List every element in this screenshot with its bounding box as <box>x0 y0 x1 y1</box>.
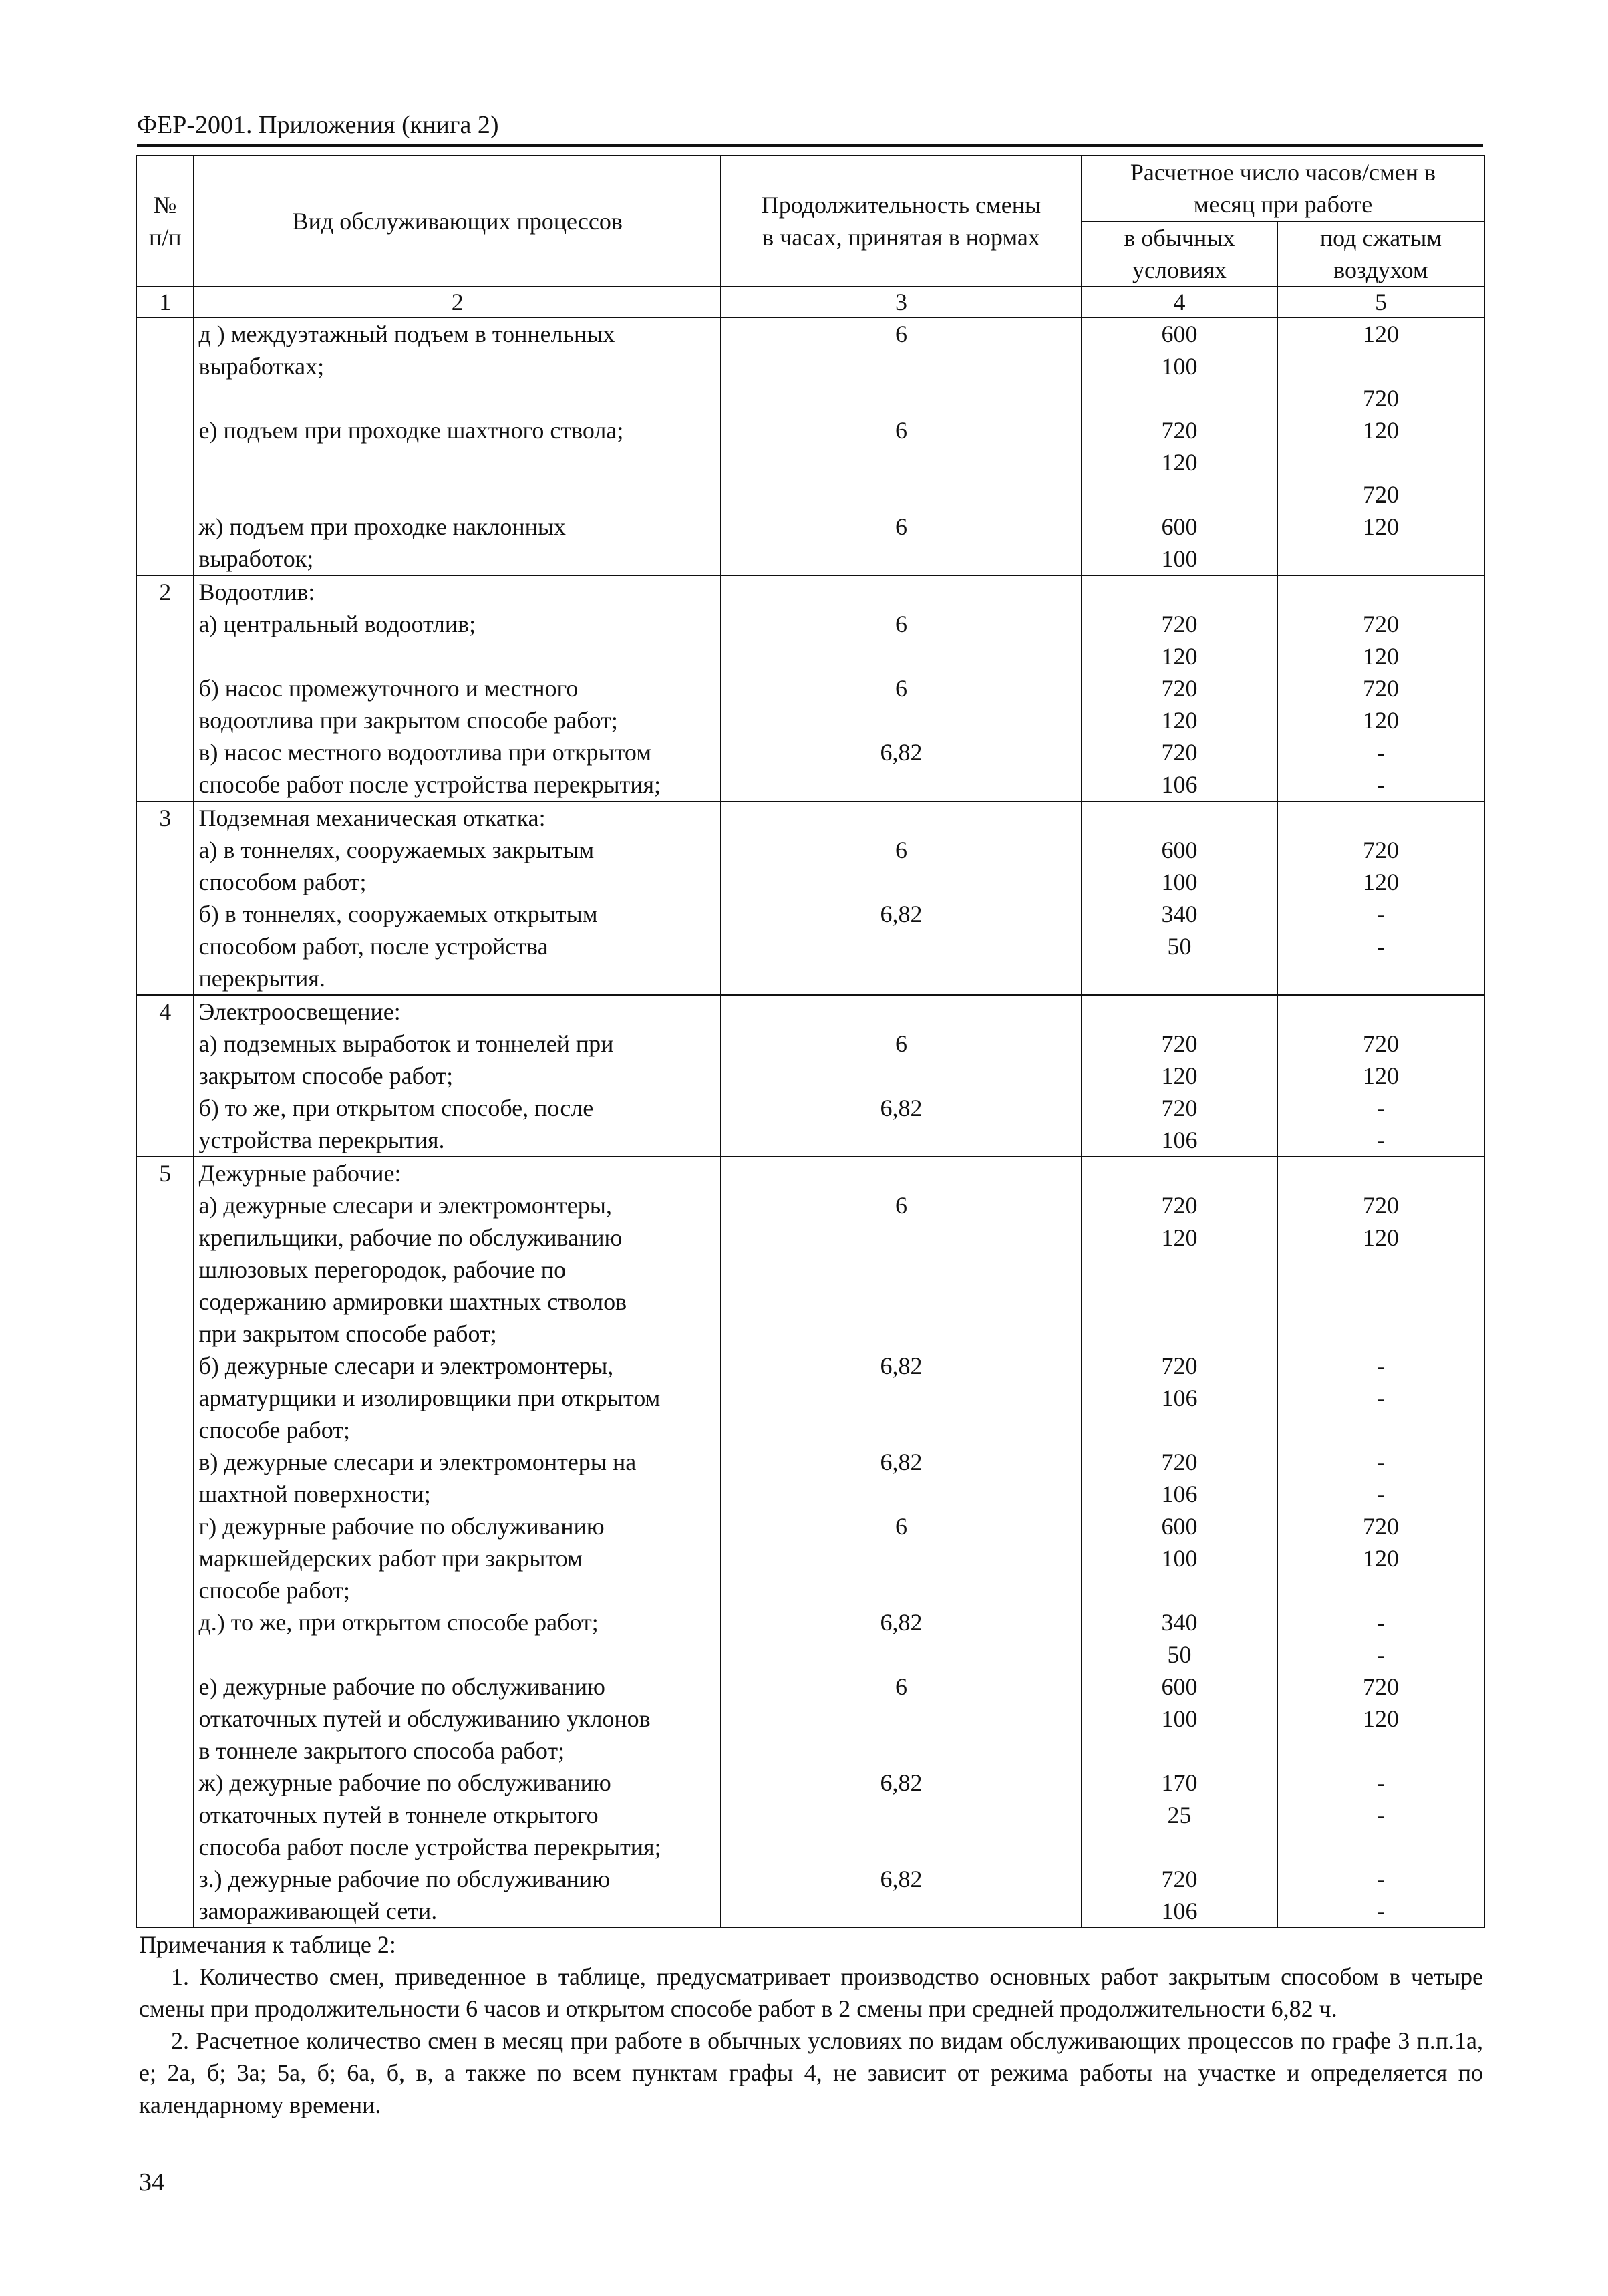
ordinary-value <box>1086 802 1273 834</box>
process-name <box>198 446 716 478</box>
column-number: 2 <box>194 287 721 317</box>
shift-duration <box>726 1414 1077 1446</box>
ordinary-value <box>1086 576 1273 608</box>
header-calc-hours <box>1082 156 1484 221</box>
process-name-cell <box>194 801 721 995</box>
air-value <box>1282 350 1480 382</box>
shift-duration <box>726 576 1077 608</box>
ordinary-value: 720 <box>1161 1095 1198 1121</box>
process-name: способе работ; <box>198 1417 350 1443</box>
process-name: способа работ после устройства перекрытия; <box>198 1834 661 1860</box>
ordinary-value: 600 <box>1161 837 1198 863</box>
process-name: б) насос промежуточного и местного <box>198 675 579 702</box>
air-value: - <box>1376 771 1385 798</box>
air-value: 720 <box>1362 1513 1399 1540</box>
ordinary-value <box>1086 382 1273 414</box>
ordinary-value <box>1086 1254 1273 1286</box>
air-value: 120 <box>1362 1062 1399 1089</box>
ordinary-value: 106 <box>1161 771 1198 798</box>
ordinary-value: 120 <box>1161 1224 1198 1251</box>
shift-duration <box>726 1799 1077 1831</box>
process-name: арматурщики и изолировщики при открытом <box>198 1385 661 1411</box>
page-number: 34 <box>139 2168 164 2196</box>
header-air-line: воздухом <box>1333 257 1428 283</box>
process-name: содержанию армировки шахтных стволов <box>198 1288 627 1315</box>
shift-duration <box>726 1222 1077 1254</box>
ordinary-value <box>1086 1574 1273 1606</box>
shift-duration: 6 <box>895 1673 907 1700</box>
shift-duration-cell <box>721 801 1082 995</box>
shift-duration <box>726 1542 1077 1574</box>
air-value: 120 <box>1362 643 1399 670</box>
table-notes <box>139 1928 1483 2121</box>
air-value <box>1282 576 1480 608</box>
shift-duration-cell <box>721 575 1082 801</box>
air-value-cell <box>1277 995 1484 1157</box>
header-shift-duration <box>721 156 1082 287</box>
ordinary-value <box>1086 996 1273 1028</box>
ordinary-value <box>1086 478 1273 511</box>
shift-duration <box>726 962 1077 994</box>
ordinary-value <box>1086 1286 1273 1318</box>
ordinary-value <box>1086 1831 1273 1863</box>
air-value: - <box>1376 1866 1385 1892</box>
process-name: а) в тоннелях, сооружаемых закрытым <box>198 837 595 863</box>
table-row <box>136 575 1484 801</box>
process-name: в) дежурные слесари и электромонтеры на <box>198 1449 637 1475</box>
header-num-line: п/п <box>148 224 182 251</box>
process-name: б) в тоннелях, сооружаемых открытым <box>198 901 598 927</box>
ordinary-value-cell <box>1082 575 1277 801</box>
shift-duration <box>726 543 1077 575</box>
process-name <box>198 478 716 511</box>
shift-duration <box>726 1254 1077 1286</box>
column-numbers-row <box>136 287 1484 317</box>
shift-duration: 6,82 <box>880 1866 923 1892</box>
air-value <box>1282 1254 1480 1286</box>
process-name-cell <box>194 317 721 575</box>
shift-duration: 6,82 <box>880 1095 923 1121</box>
air-value: - <box>1376 1898 1385 1924</box>
ordinary-value: 720 <box>1161 675 1198 702</box>
air-value: 120 <box>1362 1705 1399 1732</box>
process-name: б) то же, при открытом способе, после <box>198 1095 594 1121</box>
shift-duration: 6,82 <box>880 1449 923 1475</box>
ordinary-value: 100 <box>1161 869 1198 895</box>
row-number: 4 <box>159 998 172 1025</box>
shift-duration <box>726 1735 1077 1767</box>
air-value: - <box>1376 1769 1385 1796</box>
shift-duration: 6 <box>895 417 907 444</box>
shift-duration: 6,82 <box>880 1352 923 1379</box>
process-name: Подземная механическая откатка: <box>198 805 546 831</box>
ordinary-value: 120 <box>1161 707 1198 734</box>
row-number-cell <box>136 1157 194 1928</box>
process-name: закрытом способе работ; <box>198 1062 454 1089</box>
shift-duration <box>726 1638 1077 1671</box>
ordinary-value: 720 <box>1161 611 1198 637</box>
process-name: Электроосвещение: <box>198 998 401 1025</box>
ordinary-value: 720 <box>1161 1866 1198 1892</box>
running-header <box>137 107 1483 147</box>
process-name: е) подъем при проходке шахтного ствола; <box>198 417 624 444</box>
row-number: 2 <box>159 579 172 605</box>
shift-duration <box>726 1286 1077 1318</box>
ordinary-value: 340 <box>1161 1609 1198 1636</box>
process-name: откаточных путей в тоннеле открытого <box>198 1802 599 1828</box>
ordinary-value: 720 <box>1161 1030 1198 1057</box>
ordinary-value: 50 <box>1167 933 1192 960</box>
air-value: - <box>1376 1802 1385 1828</box>
ordinary-value: 106 <box>1161 1127 1198 1153</box>
ordinary-value: 25 <box>1167 1802 1192 1828</box>
air-value <box>1282 1286 1480 1318</box>
row-number-cell <box>136 995 194 1157</box>
process-name-cell <box>194 995 721 1157</box>
header-num-line: № <box>154 192 177 219</box>
air-value <box>1282 962 1480 994</box>
air-value: 720 <box>1362 675 1399 702</box>
air-value: 120 <box>1362 417 1399 444</box>
ordinary-value: 600 <box>1161 1513 1198 1540</box>
shift-duration <box>726 1060 1077 1092</box>
shift-duration: 6 <box>895 837 907 863</box>
header-ordinary-line: в обычных <box>1124 225 1235 251</box>
air-value: 120 <box>1362 513 1399 540</box>
air-value: 720 <box>1362 481 1399 508</box>
air-value-cell <box>1277 801 1484 995</box>
shift-duration <box>726 478 1077 511</box>
process-name: маркшейдерских работ при закрытом <box>198 1545 583 1572</box>
row-number-cell <box>136 317 194 575</box>
air-value: 120 <box>1362 1545 1399 1572</box>
air-value: - <box>1376 933 1385 960</box>
air-value-cell <box>1277 575 1484 801</box>
shift-duration <box>726 350 1077 382</box>
air-value: 720 <box>1362 1192 1399 1219</box>
ordinary-value: 100 <box>1161 1545 1198 1572</box>
air-value <box>1282 1414 1480 1446</box>
shift-duration: 6,82 <box>880 739 923 766</box>
shift-duration <box>726 704 1077 736</box>
process-name <box>198 382 716 414</box>
shift-duration <box>726 802 1077 834</box>
process-name: в) насос местного водоотлива при открытом <box>198 739 651 766</box>
air-value: 120 <box>1362 1224 1399 1251</box>
shift-duration-cell <box>721 317 1082 575</box>
ordinary-value-cell <box>1082 1157 1277 1928</box>
ordinary-value: 600 <box>1161 1673 1198 1700</box>
air-value <box>1282 446 1480 478</box>
ordinary-value: 600 <box>1161 321 1198 347</box>
ordinary-value: 170 <box>1161 1769 1198 1796</box>
ordinary-value: 720 <box>1161 1192 1198 1219</box>
air-value: - <box>1376 1385 1385 1411</box>
shift-duration: 6 <box>895 611 907 637</box>
header-ordinary-conditions <box>1082 221 1277 287</box>
ordinary-value: 106 <box>1161 1898 1198 1924</box>
header-ordinary-line: условиях <box>1132 257 1227 283</box>
process-name: е) дежурные рабочие по обслуживанию <box>198 1673 605 1700</box>
process-name: в тоннеле закрытого способа работ; <box>198 1737 565 1764</box>
ordinary-value: 106 <box>1161 1385 1198 1411</box>
air-value: 120 <box>1362 321 1399 347</box>
shift-duration <box>726 1574 1077 1606</box>
ordinary-value <box>1086 1318 1273 1350</box>
process-name: Дежурные рабочие: <box>198 1160 401 1187</box>
shift-duration <box>726 996 1077 1028</box>
shift-duration <box>726 1124 1077 1156</box>
shift-duration: 6 <box>895 1030 907 1057</box>
air-value-cell <box>1277 317 1484 575</box>
process-name <box>198 1638 716 1671</box>
process-name: д ) междуэтажный подъем в тоннельных <box>198 321 615 347</box>
note-item: 2. Расчетное количество смен в месяц при работе в обычных условиях по видам обслуживающих процессов по графе 3 п.п.1а, е; 2а, б; 3а; 5а, б; 6а, б, в, а также по всем пунктам графы 4, не зависит от режима работы на участке и определяется по календарному времени. <box>139 2027 1483 2118</box>
air-value: - <box>1376 1352 1385 1379</box>
table-row <box>136 995 1484 1157</box>
process-name: при закрытом способе работ; <box>198 1320 497 1347</box>
ordinary-value: 720 <box>1161 739 1198 766</box>
shift-duration-cell <box>721 995 1082 1157</box>
column-number: 4 <box>1082 287 1277 317</box>
table-row <box>136 801 1484 995</box>
air-value: 720 <box>1362 1030 1399 1057</box>
air-value: - <box>1376 739 1385 766</box>
air-value: - <box>1376 1449 1385 1475</box>
air-value: - <box>1376 1641 1385 1668</box>
shift-duration <box>726 1895 1077 1927</box>
process-name: а) центральный водоотлив; <box>198 611 476 637</box>
process-name: д.) то же, при открытом способе работ; <box>198 1609 599 1636</box>
shift-duration: 6 <box>895 513 907 540</box>
ordinary-value: 600 <box>1161 513 1198 540</box>
process-name: г) дежурные рабочие по обслуживанию <box>198 1513 605 1540</box>
process-name: а) подземных выработок и тоннелей при <box>198 1030 614 1057</box>
ordinary-value: 120 <box>1161 1062 1198 1089</box>
ordinary-value: 120 <box>1161 449 1198 476</box>
row-number: 5 <box>159 1160 172 1187</box>
note-item: 1. Количество смен, приведенное в таблице, предусматривает производство основных работ закрытым способом в четыре смены при продолжительности 6 часов и открытом способе работ в 2 смены при средней продолжительности 6,82 ч. <box>139 1963 1483 2022</box>
shift-duration: 6,82 <box>880 901 923 927</box>
air-value: - <box>1376 1609 1385 1636</box>
process-name: способом работ; <box>198 869 367 895</box>
header-air-line: под сжатым <box>1319 225 1442 251</box>
air-value: - <box>1376 1127 1385 1153</box>
air-value <box>1282 543 1480 575</box>
shift-duration <box>726 1157 1077 1189</box>
shift-duration: 6,82 <box>880 1609 923 1636</box>
row-number: 3 <box>159 805 172 831</box>
header-num <box>136 156 194 287</box>
row-number <box>141 318 189 350</box>
ordinary-value-cell <box>1082 995 1277 1157</box>
shift-duration <box>726 1831 1077 1863</box>
process-name: способом работ, после устройства <box>198 933 548 960</box>
process-name: способе работ после устройства перекрытия; <box>198 771 661 798</box>
process-name-cell <box>194 575 721 801</box>
ordinary-value-cell <box>1082 317 1277 575</box>
air-value: 720 <box>1362 385 1399 412</box>
process-name: крепильщики, рабочие по обслуживанию <box>198 1224 623 1251</box>
shift-duration: 6 <box>895 1513 907 1540</box>
ordinary-value: 106 <box>1161 1481 1198 1508</box>
process-name: шахтной поверхности; <box>198 1481 431 1508</box>
process-name: Водоотлив: <box>198 579 315 605</box>
air-value <box>1282 802 1480 834</box>
header-compressed-air <box>1277 221 1484 287</box>
shift-duration <box>726 446 1077 478</box>
process-name: замораживающей сети. <box>198 1898 438 1924</box>
air-value: 120 <box>1362 707 1399 734</box>
ordinary-value <box>1086 1735 1273 1767</box>
shift-duration: 6,82 <box>880 1769 923 1796</box>
ordinary-value: 340 <box>1161 901 1198 927</box>
shifts-table <box>136 155 1485 1928</box>
shift-duration <box>726 382 1077 414</box>
process-name: выработок; <box>198 545 314 572</box>
air-value: 720 <box>1362 1673 1399 1700</box>
air-value <box>1282 1574 1480 1606</box>
ordinary-value <box>1086 1157 1273 1189</box>
process-name: перекрытия. <box>198 965 325 992</box>
ordinary-value: 50 <box>1167 1641 1192 1668</box>
air-value: 720 <box>1362 611 1399 637</box>
shift-duration: 6 <box>895 675 907 702</box>
row-number-cell <box>136 575 194 801</box>
shift-duration <box>726 1703 1077 1735</box>
process-name: устройства перекрытия. <box>198 1127 445 1153</box>
ordinary-value-cell <box>1082 801 1277 995</box>
process-name: способе работ; <box>198 1577 350 1604</box>
shift-duration <box>726 768 1077 801</box>
process-name <box>198 640 716 672</box>
header-calc-line: месяц при работе <box>1193 191 1373 218</box>
process-name: выработках; <box>198 353 325 380</box>
table-row <box>136 1157 1484 1928</box>
process-name: а) дежурные слесари и электромонтеры, <box>198 1192 612 1219</box>
process-name: з.) дежурные рабочие по обслуживанию <box>198 1866 611 1892</box>
header-process-type: Вид обслуживающих процессов <box>194 156 721 287</box>
column-number: 1 <box>136 287 194 317</box>
header-duration-line: в часах, принятая в нормах <box>762 224 1040 251</box>
header-title: ФЕР-2001. Приложения (книга 2) <box>137 111 499 139</box>
process-name: ж) подъем при проходке наклонных <box>198 513 567 540</box>
air-value-cell <box>1277 1157 1484 1928</box>
air-value <box>1282 1157 1480 1189</box>
process-name: шлюзовых перегородок, рабочие по <box>198 1256 567 1283</box>
ordinary-value: 720 <box>1161 1352 1198 1379</box>
ordinary-value <box>1086 1414 1273 1446</box>
header-duration-line: Продолжительность смены <box>761 192 1041 219</box>
air-value: 720 <box>1362 837 1399 863</box>
air-value <box>1282 1318 1480 1350</box>
ordinary-value: 100 <box>1161 353 1198 380</box>
column-number: 3 <box>721 287 1082 317</box>
process-name-cell <box>194 1157 721 1928</box>
ordinary-value: 100 <box>1161 545 1198 572</box>
shift-duration: 6 <box>895 321 907 347</box>
shift-duration <box>726 640 1077 672</box>
process-name: б) дежурные слесари и электромонтеры, <box>198 1352 614 1379</box>
shift-duration <box>726 1318 1077 1350</box>
column-number: 5 <box>1277 287 1484 317</box>
shift-duration <box>726 1382 1077 1414</box>
air-value <box>1282 1735 1480 1767</box>
air-value: 120 <box>1362 869 1399 895</box>
ordinary-value <box>1086 962 1273 994</box>
ordinary-value: 120 <box>1161 643 1198 670</box>
shift-duration-cell <box>721 1157 1082 1928</box>
air-value: - <box>1376 901 1385 927</box>
ordinary-value: 720 <box>1161 417 1198 444</box>
process-name: ж) дежурные рабочие по обслуживанию <box>198 1769 611 1796</box>
shift-duration <box>726 930 1077 962</box>
air-value: - <box>1376 1095 1385 1121</box>
ordinary-value: 720 <box>1161 1449 1198 1475</box>
process-name: водоотлива при закрытом способе работ; <box>198 707 618 734</box>
shift-duration: 6 <box>895 1192 907 1219</box>
table-body <box>136 317 1484 1928</box>
shift-duration <box>726 1478 1077 1510</box>
shift-duration <box>726 866 1077 898</box>
air-value <box>1282 1831 1480 1863</box>
air-value <box>1282 996 1480 1028</box>
row-number-cell <box>136 801 194 995</box>
table-row <box>136 317 1484 575</box>
air-value: - <box>1376 1481 1385 1508</box>
process-name: откаточных путей и обслуживанию уклонов <box>198 1705 651 1732</box>
header-calc-line: Расчетное число часов/смен в <box>1130 159 1436 186</box>
ordinary-value: 100 <box>1161 1705 1198 1732</box>
notes-title: Примечания к таблице 2: <box>139 1931 396 1958</box>
